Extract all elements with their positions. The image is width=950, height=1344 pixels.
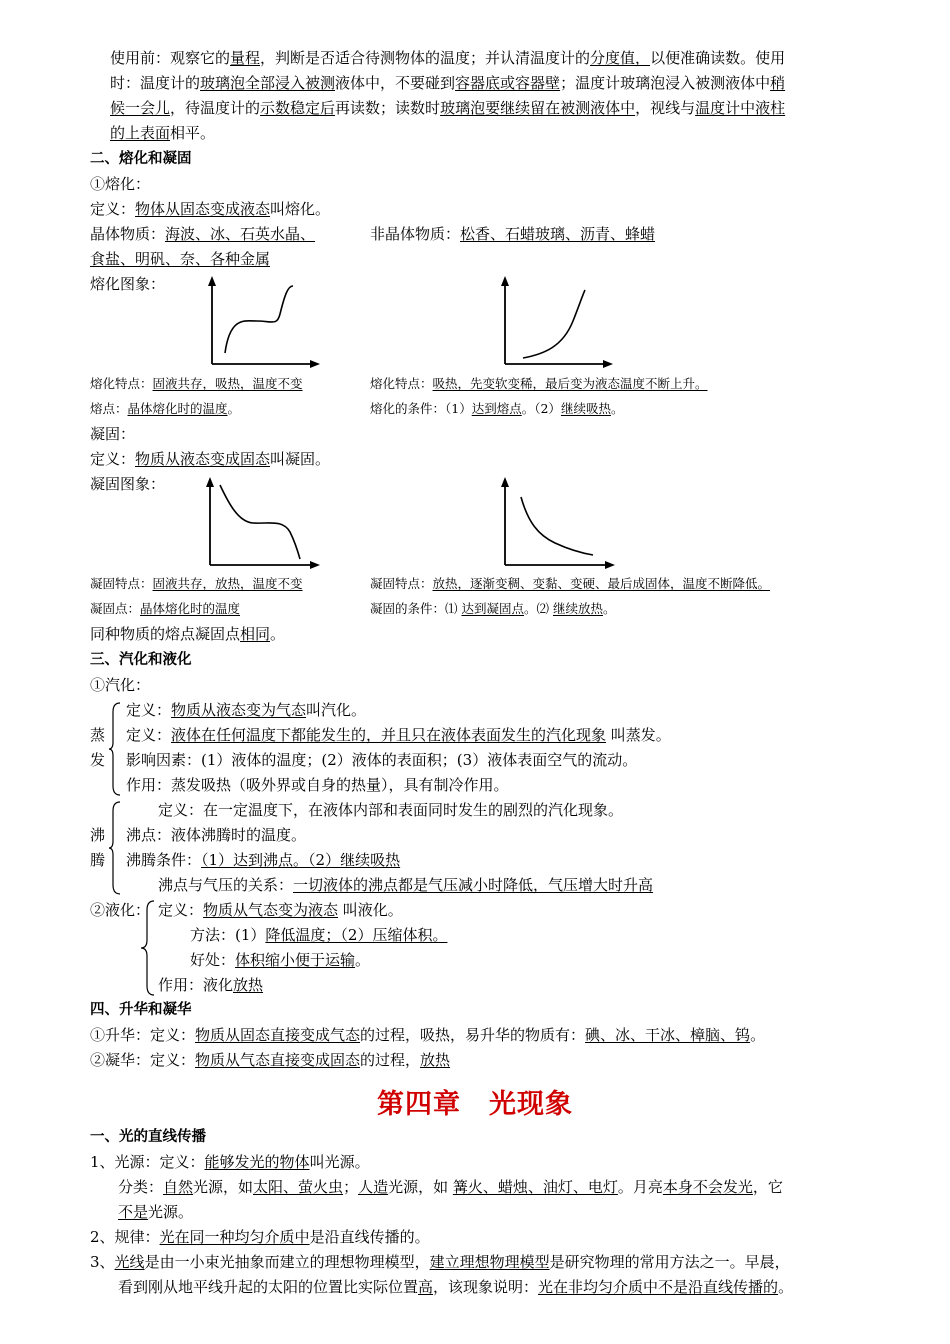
melting-condition: 熔化的条件：（1）达到熔点。（2）继续吸热。 [370, 401, 624, 416]
melting-curve [523, 290, 585, 358]
section-heading-sublimation: 四、升华和凝华 [90, 1002, 192, 1018]
melting-graph-crystal [200, 276, 320, 368]
solidification-point: 凝固点：晶体熔化时的温度 [90, 601, 241, 616]
thermometer-line-2: 时：温度计的玻璃泡全部浸入被测液体中，不要碰到容器底或容器壁；温度计玻璃泡浸入被测液体中稍 [110, 74, 786, 92]
evaporation-effect: 作用：蒸发吸热（吸外界或自身的热量），具有制冷作用。 [126, 776, 509, 794]
melting-point: 熔点：晶体熔化时的温度。 [90, 401, 241, 416]
solidification-graph-label: 凝固图象： [90, 475, 166, 493]
evaporation-label-1: 蒸 [90, 726, 106, 744]
crystal-substances: 晶体物质：海波、冰、石英水晶、 [90, 225, 316, 243]
vaporization-title: ①汽化： [90, 676, 151, 694]
sublimation-definition: ①升华：定义：物质从固态直接变成气态的过程，吸热，易升华的物质有：碘、冰、干冰、樟脑、钨。 [90, 1026, 766, 1044]
section-heading-light-propagation: 一、光的直线传播 [90, 1129, 206, 1145]
solidification-graph-noncrystal [493, 477, 615, 569]
liquefaction-brace [140, 900, 156, 996]
light-ray-model: 3、光线是由一小束光抽象而建立的理想物理模型，建立理想物理模型是研究物理的常用方法之一。早晨， [90, 1253, 790, 1271]
light-source-definition: 1、光源：定义：能够发光的物体叫光源。 [90, 1153, 370, 1171]
melting-definition: 定义：物体从固态变成液态叫熔化。 [90, 200, 331, 218]
evaporation-label-2: 发 [90, 751, 106, 769]
boiling-label-1: 沸 [90, 826, 106, 844]
solidification-curve [220, 485, 300, 559]
melting-graph-noncrystal [493, 276, 613, 368]
chapter-title: 第四章 光现象 [377, 1089, 573, 1120]
solidification-graph-crystal [198, 477, 320, 569]
evaporation-definition: 定义：液体在任何温度下都能发生的，并且只在液体表面发生的汽化现象 叫蒸发。 [126, 726, 671, 744]
liquefaction-definition: 定义：物质从气态变为液态 叫液化。 [158, 901, 403, 919]
boiling-condition: 沸腾条件：（1）达到沸点。（2）继续吸热 [126, 851, 401, 869]
melting-feature-crystal: 熔化特点：固液共存，吸热，温度不变 [90, 376, 303, 391]
solidification-definition: 定义：物质从液态变成固态叫凝固。 [90, 450, 331, 468]
melting-curve [225, 286, 293, 353]
thermometer-line-1: 使用前：观察它的量程，判断是否适合待测物体的温度；并认清温度计的分度值，以便准确读数。使用 [110, 49, 786, 67]
arrow-x [310, 561, 320, 569]
solidification-feature-crystal: 凝固特点：固液共存，放热，温度不变 [90, 576, 303, 591]
solidification-condition: 凝固的条件：⑴ 达到凝固点。⑵ 继续放热。 [370, 601, 616, 616]
solidification-curve [521, 497, 593, 555]
boiling-brace [108, 801, 122, 895]
thermometer-line-3: 候一会儿，待温度计的示数稳定后再读数；读数时玻璃泡要继续留在被测液体中，视线与温度计中液柱 [110, 99, 786, 117]
arrow-y [501, 276, 509, 286]
evaporation-brace [108, 702, 122, 796]
arrow-x [310, 360, 320, 368]
boiling-point: 沸点：液体沸腾时的温度。 [126, 826, 307, 844]
melting-title: ①熔化： [90, 175, 151, 193]
section-heading-vaporization: 三、汽化和液化 [90, 652, 192, 668]
same-substance-note: 同种物质的熔点凝固点相同。 [90, 625, 286, 643]
boiling-definition: 定义：在一定温度下，在液体内部和表面同时发生的剧烈的汽化现象。 [158, 801, 624, 819]
liquefaction-effect: 作用：液化放热 [158, 976, 264, 994]
non-crystal-substances: 非晶体物质：松香、石蜡玻璃、沥青、蜂蜡 [370, 225, 656, 243]
arrow-x [605, 561, 615, 569]
axes [505, 280, 609, 364]
melting-feature-noncrystal: 熔化特点：吸热，先变软变稀，最后变为液态温度不断上升。 [370, 376, 708, 391]
arrow-y [208, 276, 216, 286]
liquefaction-title: ②液化： [90, 901, 151, 919]
liquefaction-benefit: 好处：体积缩小便于运输。 [190, 951, 371, 969]
vaporization-definition: 定义：物质从液态变为气态叫汽化。 [126, 701, 367, 719]
arrow-x [603, 360, 613, 368]
light-source-classification-2: 不是光源。 [118, 1203, 194, 1221]
solidification-feature-noncrystal: 凝固特点：放热，逐渐变稠、变黏、变硬、最后成固体，温度不断降低。 [370, 576, 771, 591]
arrow-y [501, 477, 509, 487]
crystal-substances-2: 食盐、明矾、奈、各种金属 [90, 250, 271, 268]
melting-graph-label: 熔化图象： [90, 275, 166, 293]
arrow-y [206, 477, 214, 487]
axes [505, 481, 611, 565]
solidification-title: 凝固： [90, 425, 136, 443]
light-ray-model-2: 看到刚从地平线升起的太阳的位置比实际位置高，该现象说明：光在非均匀介质中不是沿直线传播的。 [118, 1278, 794, 1296]
boiling-pressure-relation: 沸点与气压的关系：一切液体的沸点都是气压减小时降低，气压增大时升高 [158, 876, 654, 894]
light-source-classification: 分类：自然光源，如太阳、萤火虫；人造光源，如 篝火、蜡烛、油灯、电灯。月亮本身不会发光，它 [118, 1178, 783, 1196]
deposition-definition: ②凝华：定义：物质从气态直接变成固态的过程，放热 [90, 1051, 451, 1069]
evaporation-factors: 影响因素：(1）液体的温度；(2）液体的表面积；(3）液体表面空气的流动。 [126, 751, 638, 769]
section-heading-melting: 二、熔化和凝固 [90, 151, 192, 167]
boiling-label-2: 腾 [90, 851, 106, 869]
liquefaction-method: 方法：(1）降低温度；（2）压缩体积。 [190, 926, 448, 944]
thermometer-line-4: 的上表面相平。 [110, 124, 216, 142]
light-propagation-law: 2、规律：光在同一种均匀介质中是沿直线传播的。 [90, 1228, 430, 1246]
